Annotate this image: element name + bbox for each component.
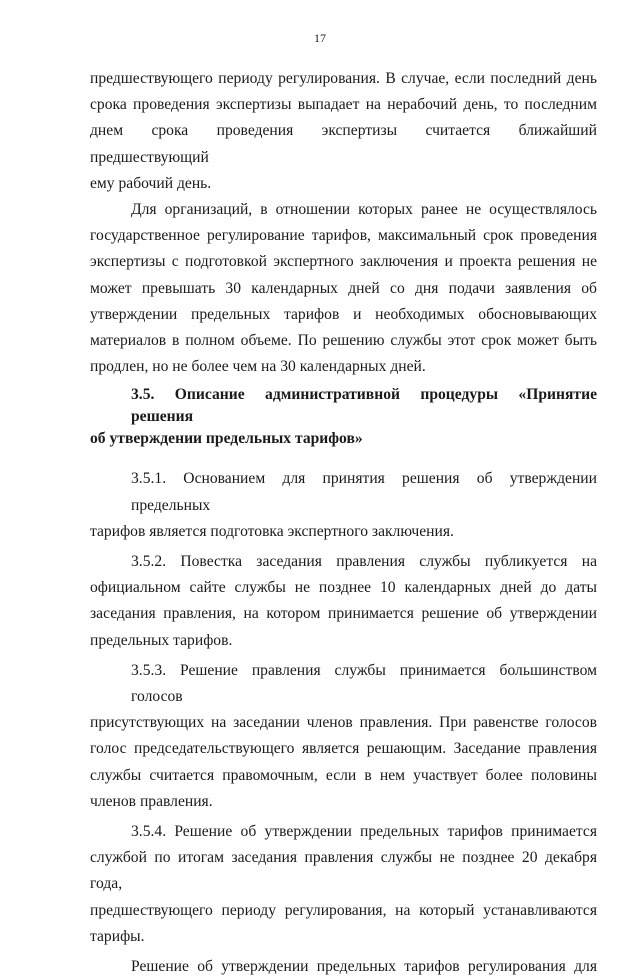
text-line: предшествующего периоду регулирования, на который устанавливаются [90, 901, 597, 919]
text-line: службой по итогам заседания правления службы не позднее 20 декабря года, [90, 849, 597, 893]
text-line: Для организаций, в отношении которых ранее не осуществлялось [131, 201, 597, 219]
document-body [90, 66, 597, 980]
section-3-5-4 [90, 819, 597, 950]
section-3-5-2 [90, 549, 597, 654]
section-3-5-1 [90, 466, 597, 545]
text-line: срока проведения экспертизы выпадает на нерабочий день, то последним [90, 96, 597, 114]
section-heading [90, 384, 597, 450]
text-line: 3.5.4. Решение об утверждении предельных тарифов принимается [131, 823, 597, 841]
heading-line: об утверждении предельных тарифов» [90, 430, 363, 448]
text-line: официальном сайте службы не позднее 10 календарных дней до даты [90, 579, 597, 597]
text-line: 3.5.2. Повестка заседания правления службы публикуется на [131, 553, 597, 571]
text-line: государственное регулирование тарифов, максимальный срок проведения [90, 227, 597, 245]
text-line: может превышать 30 календарных дней со дня подачи заявления об [90, 279, 597, 297]
paragraph-continuation [90, 66, 597, 197]
text-line: ему рабочий день. [90, 174, 212, 192]
text-line: присутствующих на заседании членов правления. При равенстве голосов [90, 714, 597, 732]
text-line: утверждении предельных тарифов и необходимых обосновывающих [90, 305, 597, 323]
text-line: экспертизы с подготовкой экспертного заключения и проекта решения не [90, 253, 597, 271]
paragraph-organizations [90, 197, 597, 380]
text-line: тарифов является подготовка экспертного заключения. [90, 522, 454, 540]
text-line: 3.5.3. Решение правления службы принимается большинством голосов [131, 661, 597, 706]
text-line: голос председательствующего является решающим. Заседание правления [90, 740, 597, 758]
text-line: продлен, но не более чем на 30 календарных дней. [90, 358, 426, 376]
text-line: членов правления. [90, 792, 213, 810]
paragraph-decision [90, 954, 597, 980]
text-line: тарифы. [90, 927, 145, 945]
text-line: заседания правления, на котором принимается решение об утверждении [90, 605, 597, 623]
heading-line: 3.5. Описание административной процедуры «Принятие решения [131, 386, 597, 426]
section-3-5-3 [90, 658, 597, 815]
text-line: Решение об утверждении предельных тарифов регулирования для [131, 958, 597, 976]
text-line: предельных тарифов. [90, 631, 233, 649]
text-line: материалов в полном объеме. По решению службы этот срок может быть [90, 332, 597, 350]
page-number: 17 [314, 31, 326, 45]
text-line: службы считается правомочным, если в нем участвует более половины [90, 766, 597, 784]
text-line: предшествующего периоду регулирования. В случае, если последний день [90, 70, 597, 87]
text-line: 3.5.1. Основанием для принятия решения об утверждении предельных [131, 470, 597, 514]
text-line: днем срока проведения экспертизы считается ближайший предшествующий [90, 122, 597, 166]
